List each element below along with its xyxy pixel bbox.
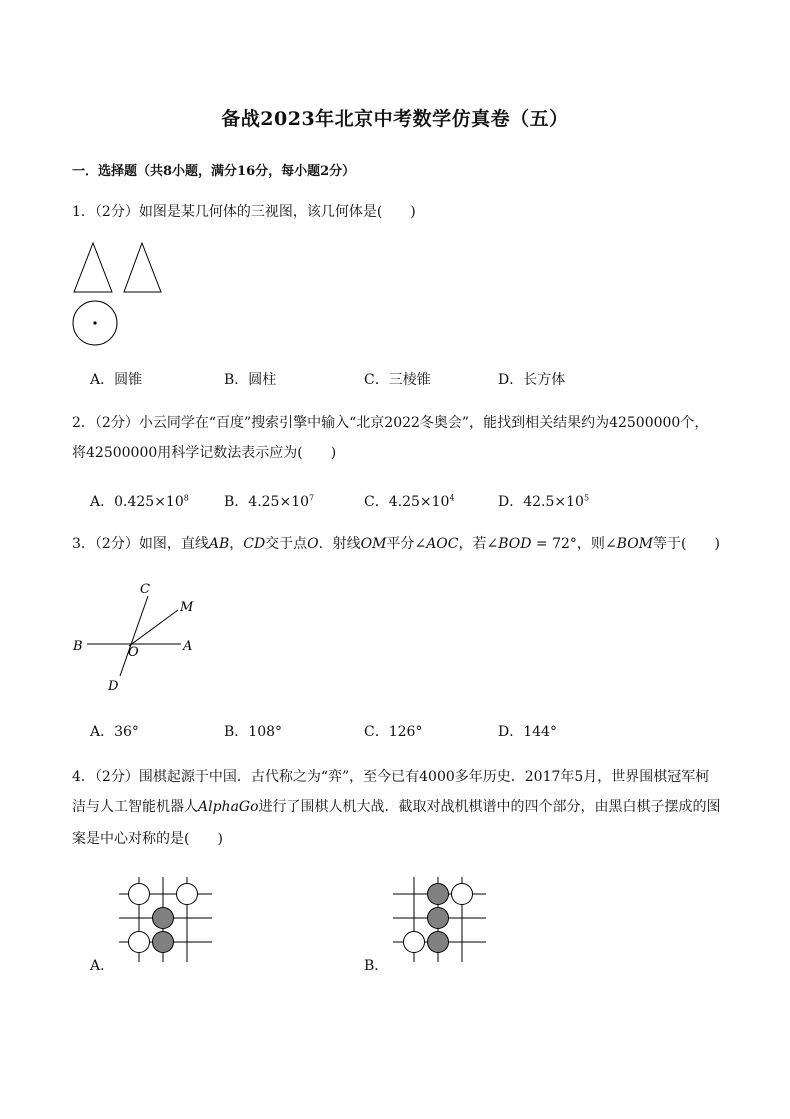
white-stone [452,884,473,905]
q2-option-a: A．$0.425\times 10^8$ [90,493,189,510]
q1-stem: 1．（2分）如图是某几何体的三视图，该几何体是( ) [72,204,416,220]
q4-board-a [116,874,226,974]
q3-option-b: B．108° [224,724,283,740]
white-stone [129,932,150,953]
black-stone [428,908,449,929]
front-view-triangle [74,243,112,292]
black-stone [153,908,174,929]
q2-option-d: D．$42.5\times 10^5$ [498,493,590,510]
label-a: A [183,639,193,654]
q2-stem-line1: 2．（2分）小云同学在“百度”搜索引擎中输入“北京2022冬奥会”，能找到相关结果约为42500000个， [72,415,709,431]
q3-option-c: C．126° [364,724,423,740]
top-view-center-dot [93,321,96,324]
q1-three-view-figure [70,240,190,350]
q1-option-c: C．三棱锥 [364,372,431,388]
q4-option-b: B． [364,958,389,974]
black-stone [428,932,449,953]
q4-stem-line1: 4．（2分）围棋起源于中国．古代称之为“弈”，至今已有4000多年历史．2017年5月，世界围棋冠军柯 [72,769,710,785]
q2-option-c: C．$4.25\times 10^4$ [364,493,455,510]
section-heading: 一．选择题（共8小题，满分16分，每小题2分） [72,164,356,179]
q4-stem-line2: 洁与人工智能机器人AlphaGo进行了围棋人机大战．截取对战机棋谱中的四个部分，由黑白棋子摆成的图 [72,799,721,815]
label-c: C [140,582,150,597]
white-stone [177,884,198,905]
q1-option-d: D．长方体 [498,372,566,388]
label-d: D [108,679,119,694]
side-view-triangle [124,243,161,292]
white-stone [404,932,425,953]
q2-stem-line2: 将42500000用科学记数法表示应为( ) [72,445,337,461]
label-o: O [128,645,139,660]
q1-option-a: A．圆锥 [90,372,143,388]
q2-option-b: B．$4.25\times 10^7$ [224,493,315,510]
black-stone [428,884,449,905]
q3-lines-figure [70,578,210,698]
black-stone [153,932,174,953]
q1-option-b: B．圆柱 [224,372,277,388]
q4-stem-line3: 案是中心对称的是( ) [72,831,223,847]
label-m: M [180,600,194,615]
q4-board-b [390,874,500,974]
label-b: B [73,639,83,654]
q3-option-d: D．144° [498,724,557,740]
line-cd [120,596,148,676]
q4-option-a: A． [90,958,115,974]
q3-stem: 3．（2分）如图，直线AB，CD交于点O．射线OM平分∠AOC，若∠BOD = 72°，则∠BOM等于( ) [72,536,720,552]
page-title: 备战2023年北京中考数学仿真卷（五） [221,108,569,130]
q3-option-a: A．36° [90,724,139,740]
white-stone [129,884,150,905]
